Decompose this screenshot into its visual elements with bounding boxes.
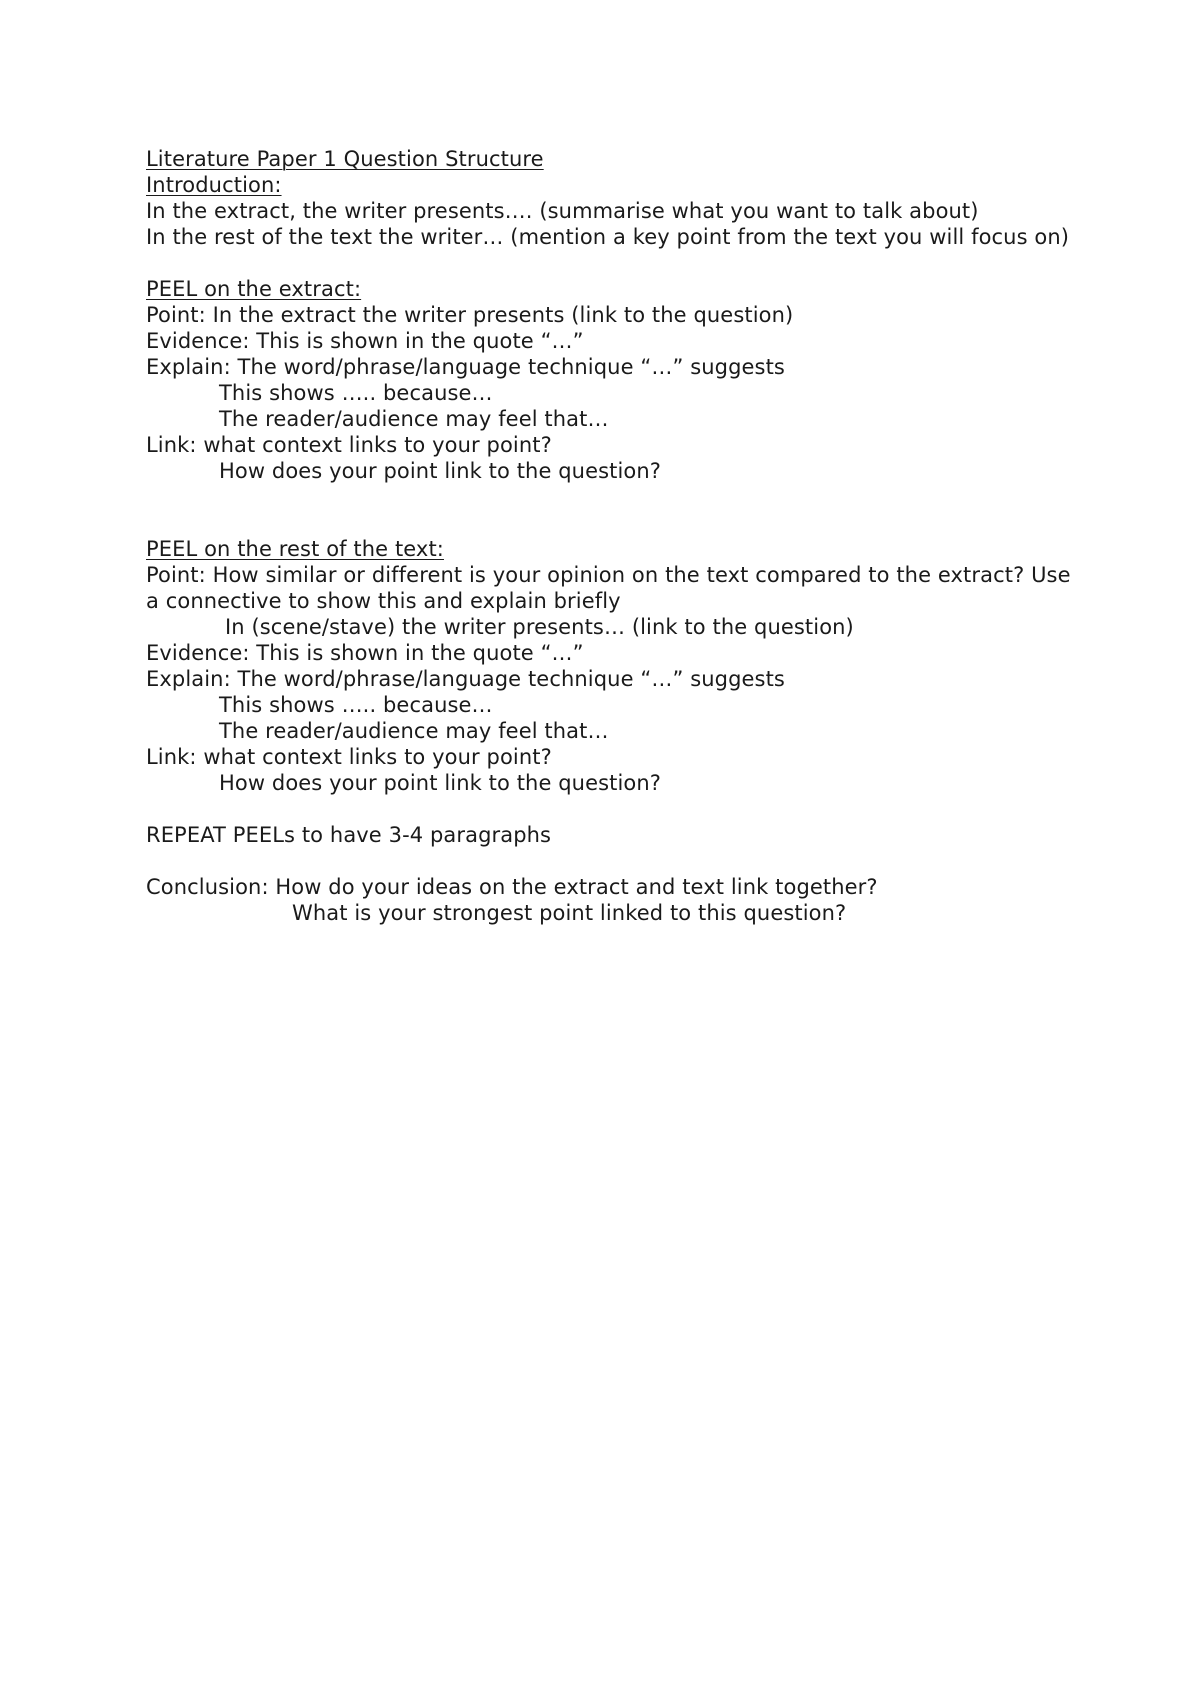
repeat-instruction: REPEAT PEELs to have 3-4 paragraphs (146, 823, 552, 847)
introduction-heading: Introduction: (146, 173, 282, 197)
document-title: Literature Paper 1 Question Structure (146, 147, 544, 171)
peel-extract-heading: PEEL on the extract: (146, 277, 362, 301)
spacer (146, 484, 1086, 536)
peel-extract-point: Point: In the extract the writer presents (link to the question) (146, 303, 794, 327)
peel-rest-point: Point: How similar or different is your opinion on the text compared to the extract? Use a connective to show this and explain briefly (146, 563, 1071, 613)
conclusion-line-2: What is your strongest point linked to this question? (292, 901, 847, 925)
peel-extract-explain-sub-1: This shows ….. because… (219, 381, 493, 405)
peel-extract-evidence: Evidence: This is shown in the quote “…” (146, 329, 584, 353)
peel-extract-explain: Explain: The word/phrase/language technique “…” suggests (146, 355, 785, 379)
introduction-line-2: In the rest of the text the writer… (mention a key point from the text you will focus on) (146, 225, 1070, 249)
document-body (146, 146, 1086, 926)
conclusion-line-1: Conclusion: How do your ideas on the extract and text link together? (146, 875, 878, 899)
peel-rest-explain-sub-1: This shows ….. because… (219, 693, 493, 717)
peel-rest-explain-sub-2: The reader/audience may feel that… (219, 719, 609, 743)
peel-rest-explain: Explain: The word/phrase/language technique “…” suggests (146, 667, 785, 691)
peel-extract-link-sub: How does your point link to the question? (219, 459, 662, 483)
introduction-line-1: In the extract, the writer presents…. (summarise what you want to talk about) (146, 199, 979, 223)
peel-extract-link: Link: what context links to your point? (146, 433, 552, 457)
peel-rest-point-sub: In (scene/stave) the writer presents… (link to the question) (225, 615, 854, 639)
peel-rest-link: Link: what context links to your point? (146, 745, 552, 769)
spacer (146, 250, 1086, 276)
peel-rest-heading: PEEL on the rest of the text: (146, 537, 444, 561)
spacer (146, 796, 1086, 822)
peel-rest-evidence: Evidence: This is shown in the quote “…” (146, 641, 584, 665)
peel-rest-link-sub: How does your point link to the question? (219, 771, 662, 795)
spacer (146, 848, 1086, 874)
peel-extract-explain-sub-2: The reader/audience may feel that… (219, 407, 609, 431)
